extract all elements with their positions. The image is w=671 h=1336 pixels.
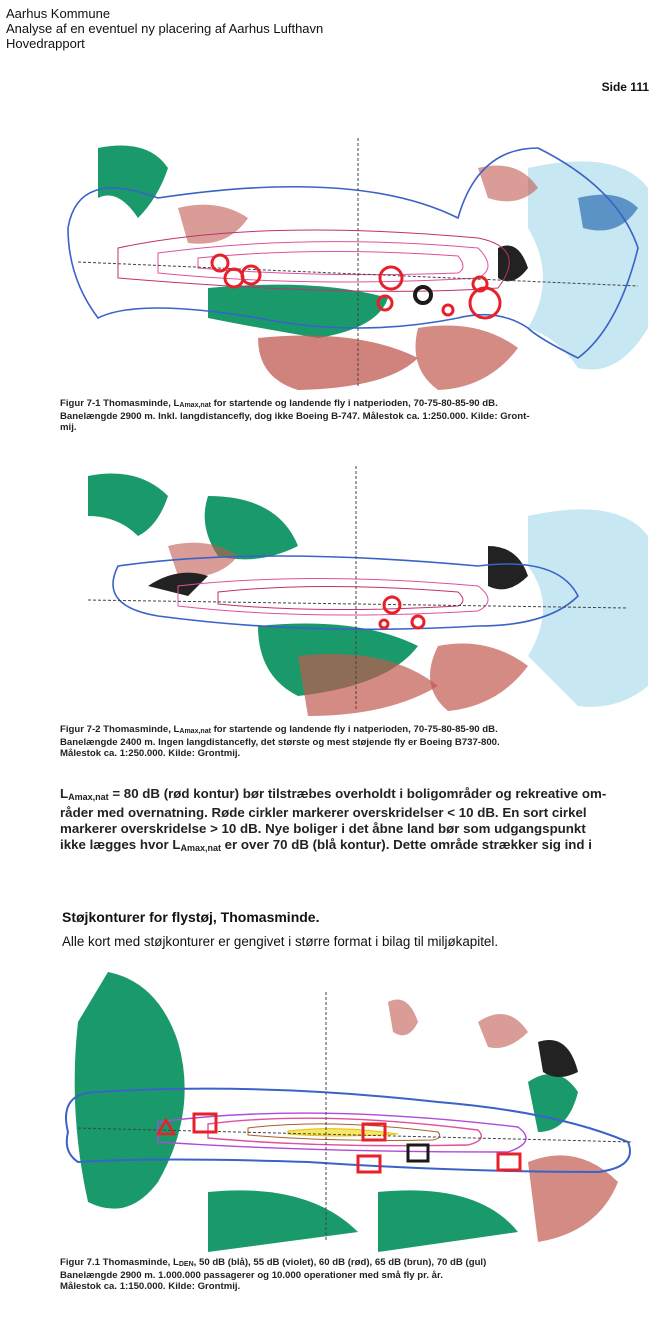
map-figure-7-1-lden <box>58 962 648 1252</box>
paragraph-line: $L_{Amax,nat} = 80$ dB (rød kontur) bør tilstræbes overholdt i boligområder og rekreative om- <box>60 786 607 802</box>
header-org: Aarhus Kommune <box>6 6 111 21</box>
paragraph-line: markerer overskridelse > 10 dB. Nye boliger i det åbne land bør som udgangspunkt <box>60 821 586 836</box>
page-number: Side 111 <box>601 80 649 94</box>
caption-line: Målestok ca. 1:250.000. Kilde: Grontmij. <box>60 748 241 759</box>
figure-7-2-caption <box>60 724 500 759</box>
paragraph-line: råder med overnatning. Røde cirkler markerer overskridelser < 10 dB. En sort cirkel <box>60 805 587 820</box>
section-heading: Støjkonturer for flystøj, Thomasminde. <box>62 909 320 925</box>
map-figure-7-2 <box>58 456 648 718</box>
caption-line: Banelængde 2400 m. Ingen langdistancefly, det største og mest støjende fly er Boeing B737-800. <box>60 737 500 748</box>
caption-line: mij. <box>60 422 77 433</box>
caption-line: Figur 7-2 Thomasminde, $L_{Amax,nat}$ for startende og landende fly i natperioden, 70-75-80-85-90 dB. <box>60 724 498 735</box>
map-figure-7-1 <box>58 128 648 392</box>
caption-line: Målestok ca. 1:150.000. Kilde: Grontmij. <box>60 1281 241 1292</box>
section-intro: Alle kort med støjkonturer er gengivet i større format i bilag til miljøkapitel. <box>62 934 499 949</box>
figure-7-1-lden-caption <box>60 1257 486 1292</box>
header-title: Analyse af en eventuel ny placering af Aarhus Lufthavn <box>6 21 324 36</box>
caption-line: Figur 7.1 Thomasminde, $L_{DEN}$, 50 dB (blå), 55 dB (violet), 60 dB (rød), 65 dB (brun), 70 dB (gul) <box>60 1257 487 1268</box>
paragraph-line: ikke lægges hvor $L_{Amax,nat}$ er over 70 dB (blå kontur). Dette område strækker sig ind i <box>60 837 592 853</box>
body-paragraph <box>60 786 606 856</box>
caption-line: Banelængde 2900 m. Inkl. langdistancefly, dog ikke Boeing B-747. Målestok ca. 1:250.000. Kilde: Gront- <box>60 411 530 422</box>
caption-line: Banelængde 2900 m. 1.000.000 passagerer og 10.000 operationer med små fly pr. år. <box>60 1270 443 1281</box>
figure-7-1-caption <box>60 398 530 433</box>
document-header <box>6 6 323 51</box>
header-subtitle: Hovedrapport <box>6 36 85 51</box>
caption-line: Figur 7-1 Thomasminde, $L_{Amax,nat}$ for startende og landende fly i natperioden, 70-75-80-85-90 dB. <box>60 398 498 409</box>
